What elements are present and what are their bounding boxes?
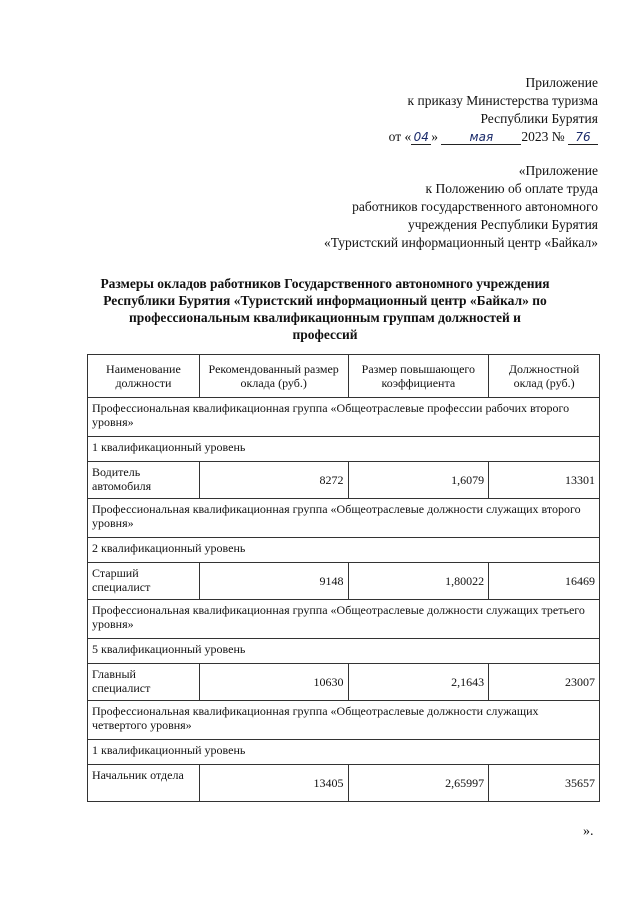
group-row — [88, 499, 600, 538]
coefficient-cell: 1,6079 — [348, 462, 489, 499]
date-prefix: от « — [388, 129, 412, 144]
group-row — [88, 600, 600, 639]
regulation-line-1: «Приложение — [518, 163, 598, 178]
level-row — [88, 538, 600, 563]
level-title: 1 квалификационный уровень — [88, 740, 600, 765]
official-salary-cell: 35657 — [489, 765, 600, 802]
regulation-line-3: работников государственного автономного — [352, 199, 598, 214]
group-row — [88, 701, 600, 740]
closing-quote: ». — [583, 824, 594, 839]
appendix-line-2: к приказу Министерства туризма — [407, 93, 598, 108]
level-title: 1 квалификационный уровень — [88, 437, 600, 462]
header-position: Наименование должности — [88, 355, 200, 398]
recommended-salary-cell: 13405 — [199, 765, 348, 802]
recommended-salary-cell: 9148 — [199, 563, 348, 600]
table-row — [88, 462, 600, 499]
salary-table — [87, 354, 600, 802]
coefficient-cell: 2,1643 — [348, 664, 489, 701]
official-salary-cell: 16469 — [489, 563, 600, 600]
position-cell: Главный специалист — [88, 664, 200, 701]
group-title: Профессиональная квалификационная группа «Общеотраслевые должности служащих третьего уровня» — [88, 600, 600, 639]
header-recommended-salary: Рекомендованный размер оклада (руб.) — [199, 355, 348, 398]
table-row — [88, 563, 600, 600]
regulation-line-5: «Туристский информационный центр «Байкал» — [323, 235, 598, 250]
level-row — [88, 740, 600, 765]
level-row — [88, 437, 600, 462]
level-title: 5 квалификационный уровень — [88, 639, 600, 664]
position-cell: Водитель автомобиля — [88, 462, 200, 499]
document-title: Размеры окладов работников Государственного автономного учреждения Республики Бурятия «Туристский информационный центр «Байкал» по профессиональным квалификационным группам должностей и профессий — [100, 276, 550, 342]
appendix-line-3: Республики Бурятия — [480, 111, 598, 126]
table-header-row — [88, 355, 600, 398]
regulation-reference — [324, 162, 598, 252]
date-year: 2023 № — [521, 129, 565, 144]
appendix-date-line — [389, 128, 598, 146]
coefficient-cell: 1,80022 — [348, 563, 489, 600]
recommended-salary-cell: 10630 — [199, 664, 348, 701]
regulation-line-2: к Положению об оплате труда — [425, 181, 598, 196]
header-official-salary: Должностной оклад (руб.) — [489, 355, 600, 398]
official-salary-cell: 23007 — [489, 664, 600, 701]
level-row — [88, 639, 600, 664]
table-row — [88, 765, 600, 802]
group-title: Профессиональная квалификационная группа «Общеотраслевые должности служащих второго уровня» — [88, 499, 600, 538]
regulation-line-4: учреждения Республики Бурятия — [407, 217, 598, 232]
coefficient-cell: 2,65997 — [348, 765, 489, 802]
group-title: Профессиональная квалификационная группа «Общеотраслевые профессии рабочих второго уровня» — [88, 398, 600, 437]
date-day: 04 — [411, 130, 431, 145]
appendix-header — [389, 74, 598, 146]
group-row — [88, 398, 600, 437]
header-coefficient: Размер повышающего коэффициента — [348, 355, 489, 398]
table-row — [88, 664, 600, 701]
recommended-salary-cell: 8272 — [199, 462, 348, 499]
official-salary-cell: 13301 — [489, 462, 600, 499]
level-title: 2 квалификационный уровень — [88, 538, 600, 563]
group-title: Профессиональная квалификационная группа «Общеотраслевые должности служащих четвертого уровня» — [88, 701, 600, 740]
date-number: 76 — [568, 130, 598, 145]
position-cell: Начальник отдела — [88, 765, 200, 802]
position-cell: Старший специалист — [88, 563, 200, 600]
date-mid: » — [431, 129, 438, 144]
appendix-line-1: Приложение — [525, 75, 598, 90]
date-month: мая — [441, 130, 521, 145]
